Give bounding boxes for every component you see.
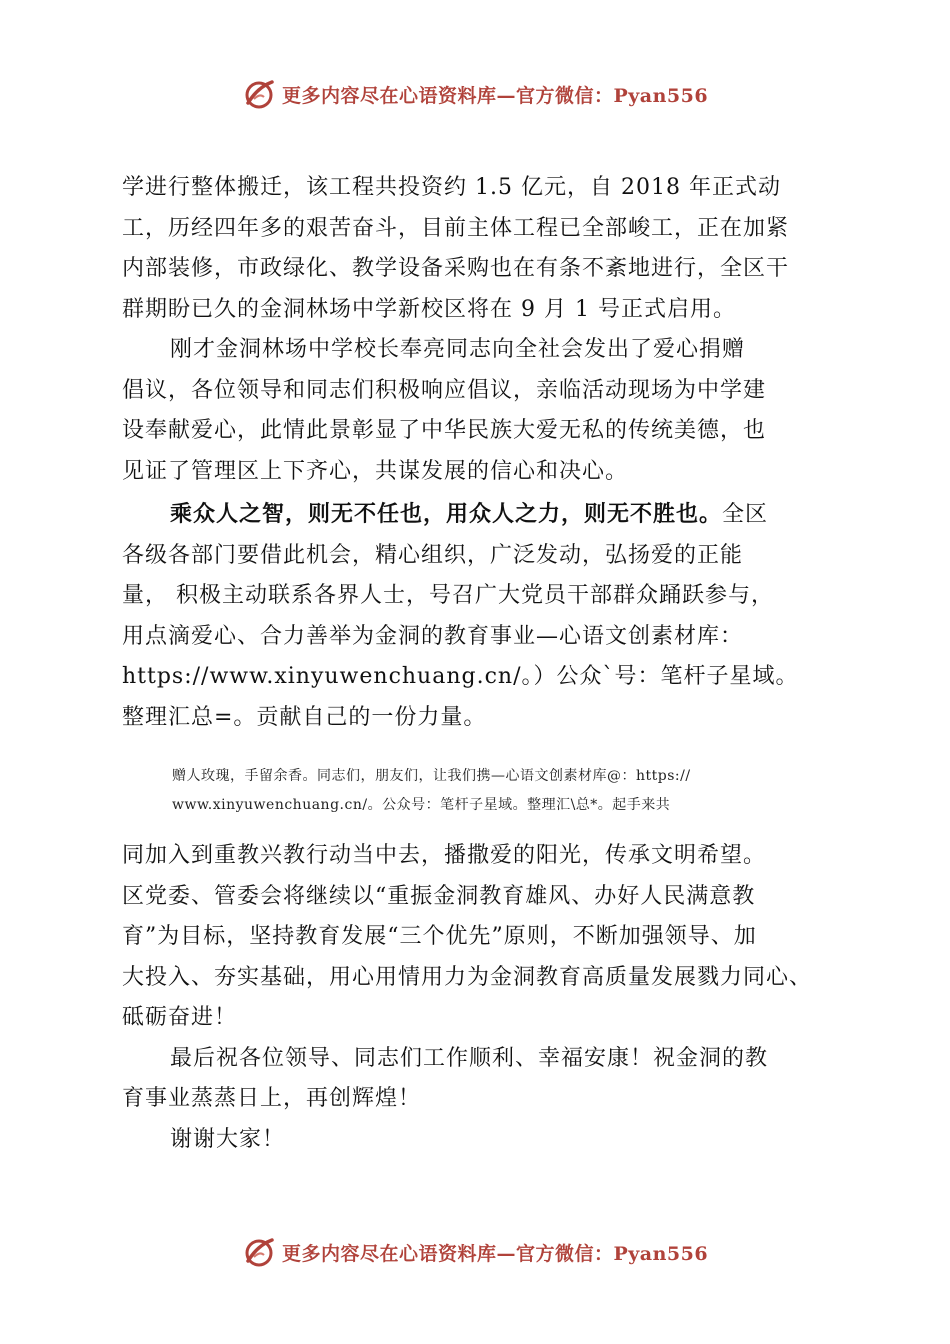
small-note: [172, 762, 691, 820]
header-banner: [0, 74, 950, 114]
text-line: 大投入、夯实基础，用心用情用力为金洞教育高质量发展戮力同心、: [122, 964, 813, 990]
small-text-line: www.xinyuwenchuang.cn/。公众号：笔杆子星域。整理汇\总*。起手来共: [172, 797, 671, 813]
text-line: 区党委、管委会将继续以“重振金洞教育雄风、办好人民满意教: [122, 883, 756, 909]
text-line: 见证了管理区上下齐心，共谋发展的信心和决心。: [122, 458, 629, 484]
text-line: https://www.xinyuwenchuang.cn/。）公众`号：笔杆子星域。: [122, 664, 799, 689]
text-line: [122, 495, 848, 536]
text-line: 最后祝各位领导、同志们工作顺利、幸福安康！祝金洞的教: [170, 1045, 769, 1071]
text-line: 群期盼已久的金洞林场中学新校区将在 9 月 1 号正式启用。: [122, 296, 736, 322]
text-line: 刚才金洞林场中学校长奉亮同志向全社会发出了爱心捐赠: [170, 337, 746, 362]
text-line: 倡议，各位领导和同志们积极响应倡议，亲临活动现场为中学建: [122, 377, 767, 403]
document-body-continued: [122, 836, 848, 1160]
text-line: 用点滴爱心、合力善举为金洞的教育事业—心语文创素材库：: [122, 623, 744, 649]
text-line: 同加入到重教兴教行动当中去，播撒爱的阳光，传承文明希望。: [122, 843, 767, 868]
text-line: 育事业蒸蒸日上，再创辉煌！: [122, 1086, 422, 1111]
text-line: 整理汇总=。贡献自己的一份力量。: [122, 704, 487, 730]
text-line: 内部装修，市政绿化、教学设备采购也在有条不紊地进行，全区干: [122, 256, 790, 281]
text-line: 量， 积极主动联系各界人士，号召广大党员干部群众踊跃参与，: [122, 583, 774, 608]
text-line: 设奉献爱心，此情此景彰显了中华民族大爱无私的传统美德，也: [122, 418, 767, 443]
text-line: 各级各部门要借此机会，精心组织，广泛发动，弘扬爱的正能: [122, 542, 744, 568]
footer-banner-text: 更多内容尽在心语资料库—官方微信：Pyan556: [281, 1242, 709, 1265]
closing-line: 谢谢大家！: [170, 1126, 286, 1152]
bold-quote: 乘众人之智，则无不任也，用众人之力，则无不胜也。: [170, 502, 723, 527]
brush-swirl-logo-icon: [242, 1235, 276, 1269]
text-line: 育”为目标，坚持教育发展“三个优先”原则，不断加强领导、加: [122, 924, 757, 949]
text-span: 全区: [722, 502, 769, 527]
footer-banner: [0, 1232, 950, 1272]
text-line: 学进行整体搬迁，该工程共投资约 1.5 亿元，自 2018 年正式动: [122, 175, 781, 200]
brush-swirl-logo-icon: [242, 77, 276, 111]
text-line: 工，历经四年多的艰苦奋斗，目前主体工程已全部峻工，正在加紧: [122, 215, 790, 241]
document-body: [122, 168, 848, 738]
text-line: 砥砺奋进！: [122, 1005, 238, 1030]
header-banner-text: 更多内容尽在心语资料库—官方微信：Pyan556: [281, 84, 709, 107]
small-text-line: 赠人玫瑰，手留余香。同志们，朋友们，让我们携—心语文创素材库@：https://: [172, 768, 691, 784]
